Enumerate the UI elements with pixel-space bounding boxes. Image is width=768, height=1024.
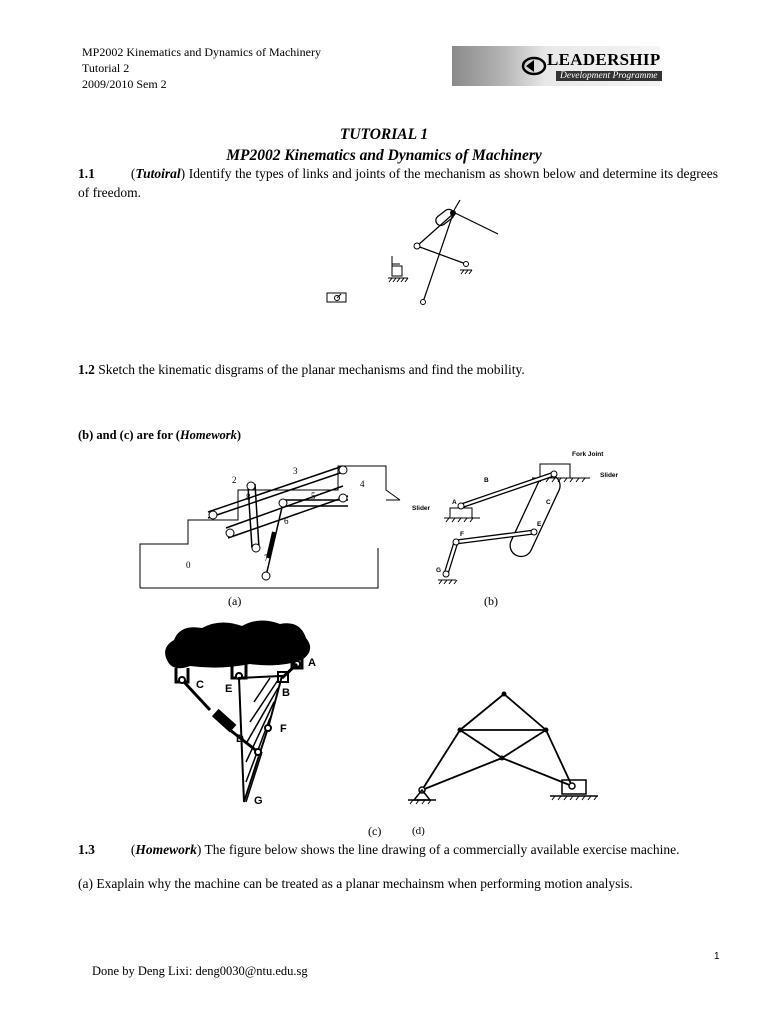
figure-note-prefix: (b) and (c) are for ( bbox=[78, 428, 180, 442]
figure-note-suffix: ) bbox=[236, 428, 242, 442]
figure-b-caption: (b) bbox=[484, 594, 498, 608]
label-G: G bbox=[254, 795, 263, 807]
label-C: C bbox=[546, 499, 551, 506]
link-label-8: 8 bbox=[246, 492, 251, 502]
question-1-3-part-a: (a) Exaplain why the machine can be treated as a planar mechainsm when performing motion analysis. bbox=[78, 876, 633, 891]
page-title: TUTORIAL 1 bbox=[339, 126, 429, 143]
page-number: 1 bbox=[714, 951, 720, 962]
link-label-5: 5 bbox=[311, 491, 316, 501]
link-label-4: 4 bbox=[360, 479, 365, 489]
figure-d-caption: (d) bbox=[412, 825, 425, 837]
figure-b-mechanism bbox=[408, 444, 628, 590]
figure-1-1-marker bbox=[326, 292, 348, 304]
question-1-2 bbox=[78, 360, 718, 379]
label-slider-top: Slider bbox=[600, 472, 619, 479]
question-text: Identify the types of links and joints of the mechanism as shown below and determine its degrees of freedom. bbox=[78, 166, 718, 200]
link-label-3: 3 bbox=[293, 466, 298, 476]
figure-note-emph: Homework bbox=[179, 428, 237, 442]
figure-d-mechanism bbox=[404, 690, 604, 806]
page-subtitle: MP2002 Kinematics and Dynamics of Machinery bbox=[226, 147, 542, 164]
label-E: E bbox=[537, 521, 542, 528]
question-1-3: 1.3 (Homework) The figure below shows the line drawing of a commercially available exercise machine. bbox=[78, 842, 680, 857]
header-semester: 2009/2010 Sem 2 bbox=[82, 77, 167, 91]
figure-a-mechanism bbox=[138, 448, 408, 590]
label-B: B bbox=[484, 477, 489, 484]
label-C: C bbox=[196, 679, 204, 691]
label-D: D bbox=[236, 733, 244, 745]
link-label-2: 2 bbox=[232, 475, 237, 485]
header-course: MP2002 Kinematics and Dynamics of Machinery bbox=[82, 45, 321, 59]
question-number: 1.2 bbox=[78, 362, 95, 377]
label-F: F bbox=[460, 531, 464, 538]
question-tag: Homework bbox=[135, 842, 197, 857]
question-number: 1.1 bbox=[78, 166, 95, 181]
logo-subtext: Development Programme bbox=[556, 71, 662, 81]
logo-emblem-icon bbox=[520, 53, 548, 79]
label-E: E bbox=[225, 683, 233, 695]
question-number: 1.3 bbox=[78, 842, 95, 857]
figure-c-mechanism bbox=[150, 612, 330, 812]
link-label-7: 7 bbox=[264, 553, 269, 563]
label-G: G bbox=[436, 567, 442, 574]
logo-text: LEADERSHIP bbox=[547, 50, 661, 69]
link-label-6: 6 bbox=[284, 516, 289, 526]
question-text: Sketch the kinematic disgrams of the planar mechanisms and find the mobility. bbox=[98, 362, 525, 377]
link-label-0: 0 bbox=[186, 560, 191, 570]
label-slider-left: Slider bbox=[412, 505, 431, 512]
footer-author: Done by Deng Lixi: deng0030@ntu.edu.sg bbox=[92, 964, 308, 978]
figure-1-1-mechanism bbox=[380, 198, 510, 308]
figure-c-caption: (c) bbox=[368, 824, 382, 838]
label-F: F bbox=[280, 723, 287, 735]
question-text: The figure below shows the line drawing of a commercially available exercise machine. bbox=[204, 842, 680, 857]
label-A: A bbox=[308, 657, 316, 669]
header-tutorial: Tutorial 2 bbox=[82, 61, 130, 75]
label-A: A bbox=[452, 499, 457, 506]
figure-a-caption: (a) bbox=[228, 594, 242, 608]
question-tag: Tutoiral bbox=[135, 166, 181, 181]
question-1-1: 1.1 (Tutoiral) Identify the types of links and joints of the mechanism as shown below and determine its degrees of freedom. bbox=[78, 166, 718, 200]
label-fork-joint: Fork Joint bbox=[572, 451, 604, 458]
figure-note bbox=[78, 428, 241, 443]
label-B: B bbox=[282, 687, 290, 699]
